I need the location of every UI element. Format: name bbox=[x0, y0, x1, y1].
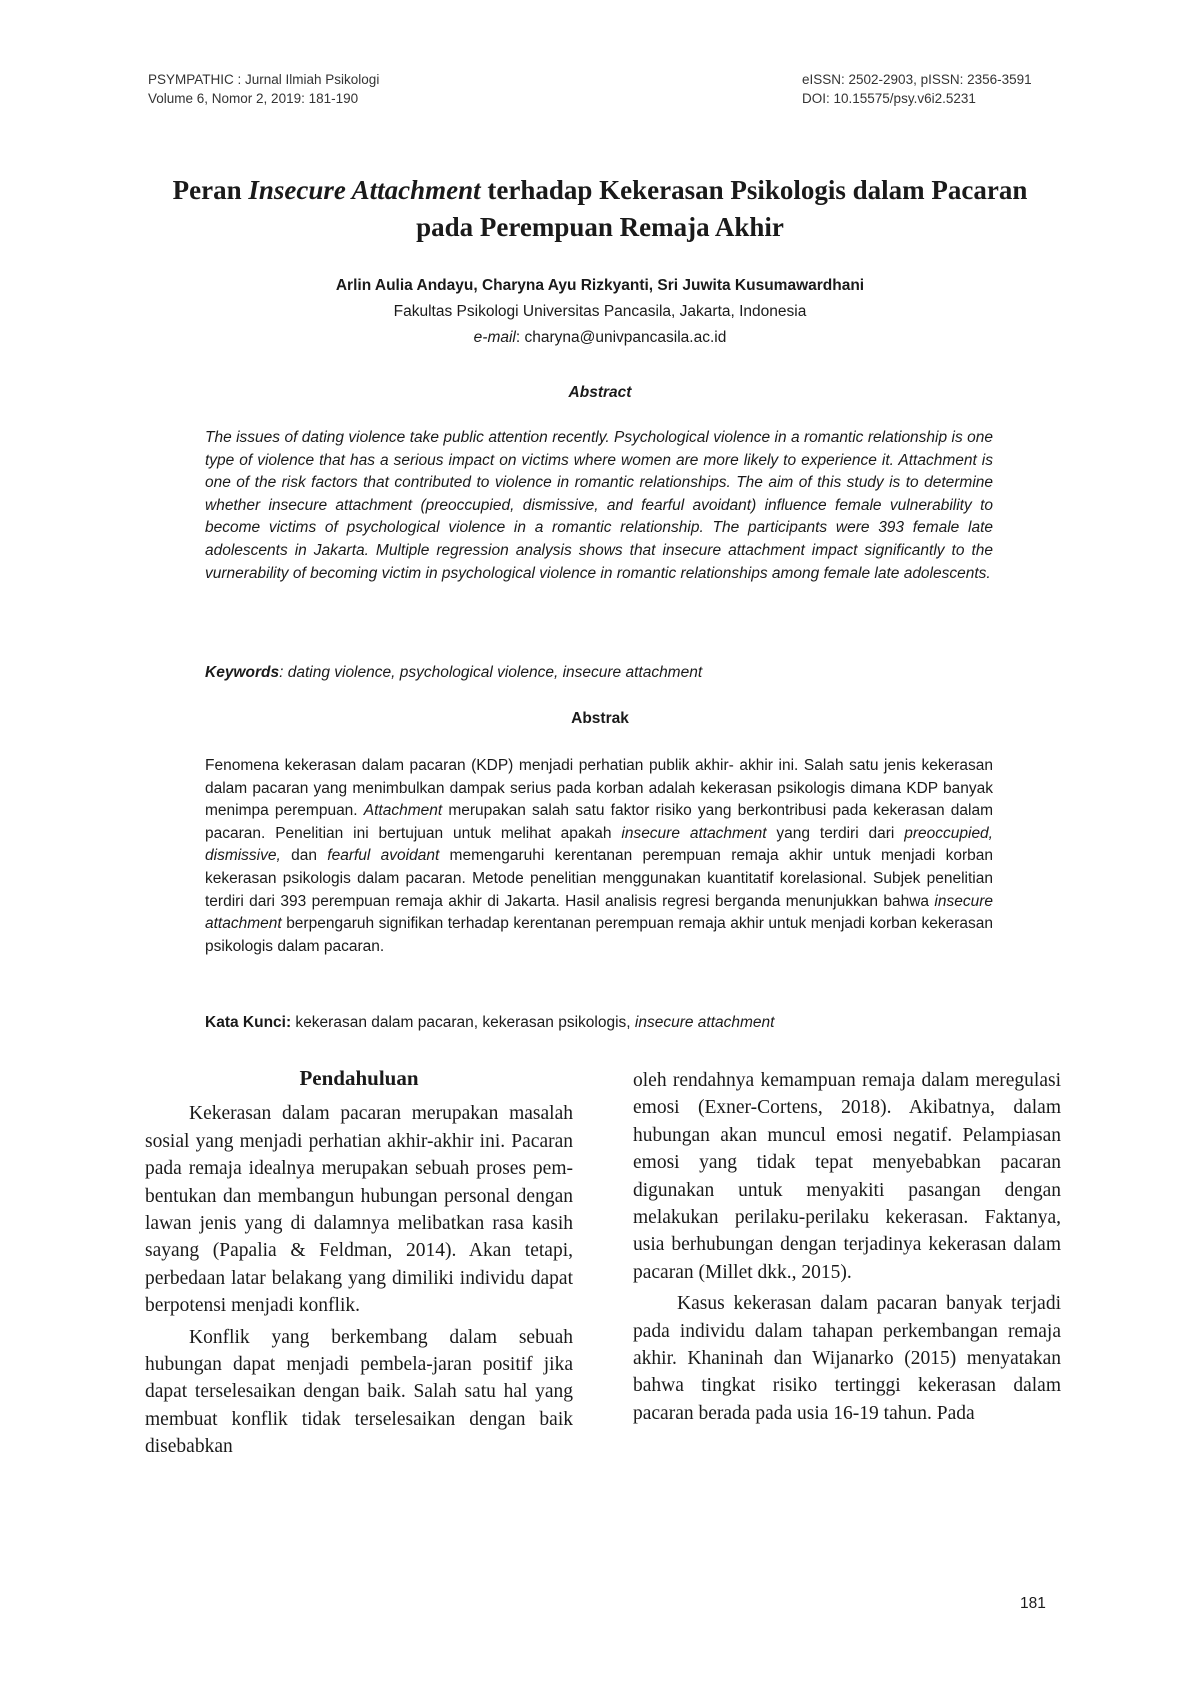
page-number: 181 bbox=[1020, 1595, 1046, 1612]
body-paragraph: oleh rendahnya kemampuan remaja dalam meregulasi emosi (Exner-Cortens, 2018). Akibatnya, dalam hubungan akan muncul emosi negatif. Pelampiasan emosi yang tidak tepat menyebabkan pacaran digunakan untuk menyakiti pasangan dengan melakukan perilaku-perilaku kekerasan. Faktanya, usia berhubungan dengan terjadinya kekerasan dalam pacaran (Millet dkk., 2015). bbox=[633, 1070, 1061, 1283]
journal-name: PSYMPATHIC : Jurnal Ilmiah Psikologi bbox=[148, 72, 380, 87]
contact-email[interactable]: e-mail: charyna@univpancasila.ac.id bbox=[473, 329, 727, 346]
keywords-id: Kata Kunci: kekerasan dalam pacaran, kekerasan psikologis, insecure attachment bbox=[205, 1014, 775, 1031]
volume-info: Volume 6, Nomor 2, 2019: 181-190 bbox=[148, 91, 359, 106]
abstract-text-id: Fenomena kekerasan dalam pacaran (KDP) menjadi perhatian publik akhir- akhir ini. Salah satu jenis kekerasan dalam pacaran yang menimbulkan dampak serius pada korban adalah kekerasan psikologis dimana KDP banyak menimpa perempuan. Attachment merupakan salah satu faktor risiko yang berkontribusi pada kekerasan dalam pacaran. Penelitian ini bertujuan untuk melihat apakah insecure attachment yang terdiri dari preoccupied, dismissive, dan fearful avoidant memengaruhi kerentanan perempuan remaja akhir untuk menjadi korban kekerasan psikologis dalam pacaran. Metode penelitian menggunakan kuantitatif korelasional. Subjek penelitian terdiri dari 393 perempuan remaja akhir di Jakarta. Hasil analisis regresi berganda menunjukkan bahwa insecure attachment berpengaruh signifikan terhadap kerentanan perempuan remaja akhir untuk menjadi korban kekerasan psikologis dalam pacaran. bbox=[205, 757, 993, 955]
body-paragraph: Kekerasan dalam pacaran merupakan masalah sosial yang menjadi perhatian akhir-akhir ini. Pacaran pada remaja idealnya merupakan sebuah proses pem-bentukan dan membangun hubungan personal dengan lawan jenis yang di dalamnya melibatkan rasa kasih sayang (Papalia & Feldman, 2014). Akan tetapi, perbedaan latar belakang yang dimiliki individu dapat berpotensi menjadi konflik. bbox=[145, 1103, 573, 1317]
paper-title: Peran Insecure Attachment terhadap Kekerasan Psikologis dalam Pacaran pada Perempuan Remaja Akhir bbox=[172, 175, 1028, 242]
author-list: Arlin Aulia Andayu, Charyna Ayu Rizkyanti, Sri Juwita Kusumawardhani bbox=[335, 277, 865, 294]
keywords-en: Keywords: dating violence, psychological violence, insecure attachment bbox=[205, 664, 703, 681]
body-column-left bbox=[145, 1065, 573, 1461]
doi-link[interactable]: DOI: 10.15575/psy.v6i2.5231 bbox=[802, 91, 976, 106]
header-right bbox=[802, 70, 1032, 108]
abstract-heading-en: Abstract bbox=[568, 384, 632, 401]
body-paragraph: Konflik yang berkembang dalam sebuah hubungan dapat menjadi pembela-jaran positif jika dapat terselesaikan dengan baik. Salah satu hal yang membuat konflik tidak terselesaikan dengan baik disebabkan bbox=[145, 1326, 573, 1458]
abstract-heading-id: Abstrak bbox=[571, 710, 629, 727]
affiliation: Fakultas Psikologi Universitas Pancasila, Jakarta, Indonesia bbox=[393, 303, 807, 320]
issn-info: eISSN: 2502-2903, pISSN: 2356-3591 bbox=[802, 72, 1032, 87]
abstract-text-en: The issues of dating violence take public attention recently. Psychological violence in a romantic relationship is one type of violence that has a serious impact on victims where women are more likely to experience it. Attachment is one of the risk factors that contributed to violence in romantic relationships. The aim of this study is to determine whether insecure attachment (preoccupied, dismissive, and fearful avoidant) influence female vulnerability to become victims of psychological violence in a romantic relationship. The participants were 393 female late adolescents in Jakarta. Multiple regression analysis shows that insecure attachment impact significantly to the vurnerability of becoming victim in psychological violence in romantic relationships among female late adolescents. bbox=[205, 429, 993, 582]
section-heading: Pendahuluan bbox=[299, 1066, 419, 1090]
body-column-right bbox=[633, 1067, 1061, 1427]
header-left bbox=[148, 70, 379, 108]
body-paragraph: Kasus kekerasan dalam pacaran banyak terjadi pada individu dalam tahapan perkembangan remaja akhir. Khaninah dan Wijanarko (2015) menyatakan bahwa tingkat risiko tertinggi kekerasan dalam pacaran berada pada usia 16-19 tahun. Pada bbox=[633, 1293, 1061, 1424]
